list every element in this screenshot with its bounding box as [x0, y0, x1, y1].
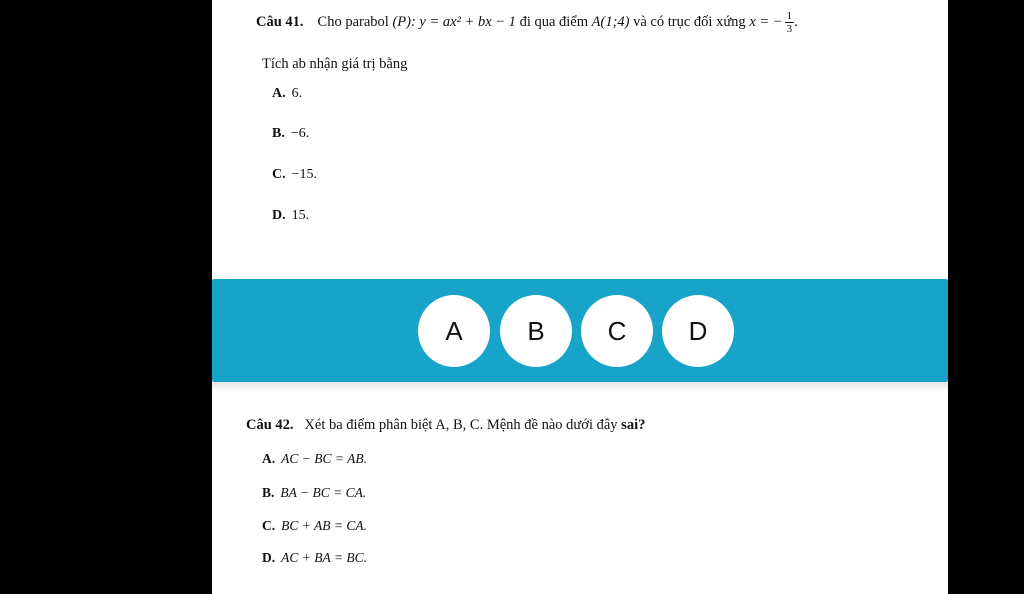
q41-text-after: và có trục đối xứng	[633, 14, 746, 30]
option-value: −15.	[291, 167, 318, 182]
q41-point: A(1;4)	[591, 14, 630, 30]
fraction-numerator: 1	[786, 10, 793, 22]
q42-option-a	[262, 451, 367, 467]
answer-band-shadow	[212, 382, 948, 392]
option-value: 6.	[291, 86, 303, 101]
q41-text-mid: đi qua điểm	[519, 14, 589, 30]
answer-button-c[interactable]: C	[581, 295, 653, 367]
q41-option-b	[272, 126, 309, 142]
q41-text-before: Cho parabol	[317, 14, 389, 30]
option-value: AC + BA = BC.	[281, 550, 367, 565]
q41-formula: (P): y = ax² + bx − 1	[392, 14, 516, 30]
question-42	[246, 417, 645, 434]
answer-button-d[interactable]: D	[662, 295, 734, 367]
option-letter: A.	[262, 451, 276, 466]
option-letter: C.	[262, 518, 276, 533]
option-letter: C.	[272, 167, 286, 182]
option-value: AC − BC = AB.	[281, 451, 367, 466]
q42-option-d	[262, 550, 367, 566]
option-value: BA − BC = CA.	[280, 485, 367, 500]
option-value: −6.	[290, 126, 310, 141]
option-value: BC + AB = CA.	[281, 518, 367, 533]
q42-option-c	[262, 518, 367, 534]
q42-text: Xét ba điểm phân biệt A, B, C. Mệnh đề nào dưới đây	[304, 417, 618, 433]
option-letter: B.	[272, 126, 285, 141]
option-letter: D.	[272, 208, 286, 223]
option-value: 15.	[291, 208, 310, 223]
answer-button-a[interactable]: A	[418, 295, 490, 367]
q41-axis: x = −	[749, 14, 783, 30]
question-41: Câu 41. Cho parabol (P): y = ax² + bx − 1 đi qua điểm A(1;4) và có trục đối xứng x = − $\frac{1}{3}$ .	[256, 10, 798, 35]
q41-option-a	[272, 86, 302, 102]
option-letter: B.	[262, 485, 275, 500]
question-41-prompt: Tích ab nhận giá trị bằng	[262, 56, 408, 72]
fraction-denominator: 3	[786, 23, 793, 35]
question-42-number: Câu 42.	[246, 417, 294, 433]
q42-option-b	[262, 485, 366, 501]
answer-button-b[interactable]: B	[500, 295, 572, 367]
option-letter: D.	[262, 550, 276, 565]
q42-emph: sai?	[621, 417, 646, 433]
answer-band	[212, 279, 948, 382]
q41-option-c	[272, 167, 317, 183]
option-letter: A.	[272, 86, 286, 101]
question-41-number: Câu 41.	[256, 14, 304, 30]
q41-option-d	[272, 208, 309, 224]
q41-fraction	[785, 10, 795, 35]
